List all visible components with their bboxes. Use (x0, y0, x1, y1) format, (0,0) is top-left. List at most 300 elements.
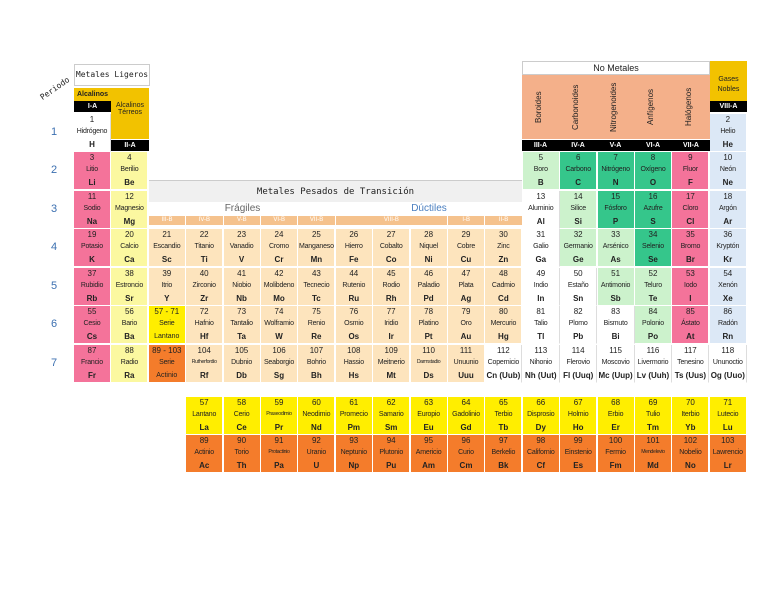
element-cell[interactable] (560, 191, 597, 229)
element-name: Estroncio (115, 282, 144, 289)
atomic-number: 107 (309, 346, 324, 355)
group-iiia-label: III-A (522, 140, 559, 151)
element-symbol: At (686, 332, 695, 341)
atomic-number: 16 (648, 192, 658, 201)
element-name: Lantano (192, 411, 217, 418)
atomic-number: 26 (349, 230, 359, 239)
atomic-number: 45 (386, 269, 396, 278)
element-symbol: Pr (274, 423, 284, 432)
atomic-number: 62 (386, 398, 396, 407)
element-symbol: Rb (86, 294, 98, 303)
element-symbol: K (89, 255, 95, 264)
element-cell[interactable] (560, 345, 597, 383)
element-cell[interactable] (186, 435, 223, 473)
element-cell[interactable] (672, 229, 709, 267)
atomic-number: 33 (611, 230, 621, 239)
element-name: Darmstadio (416, 359, 441, 365)
element-symbol: Tb (498, 423, 509, 432)
element-cell[interactable] (298, 345, 335, 383)
element-name: Boro (533, 166, 548, 173)
element-cell[interactable] (598, 191, 635, 229)
element-name: Tenesino (677, 359, 704, 366)
atomic-number: 54 (723, 269, 733, 278)
element-cell[interactable] (635, 152, 672, 190)
element-name: Vanadio (229, 243, 254, 250)
element-cell[interactable] (523, 268, 560, 306)
atomic-number: 12 (124, 192, 134, 201)
element-cell[interactable] (298, 397, 335, 435)
element-cell[interactable] (560, 229, 597, 267)
element-symbol: Lu (722, 423, 733, 432)
element-cell[interactable] (298, 229, 335, 267)
group-iia-label: II-A (111, 140, 149, 151)
element-symbol: Ni (424, 255, 433, 264)
element-cell[interactable] (523, 229, 560, 267)
element-name: Californio (527, 449, 555, 456)
atomic-number: 106 (272, 346, 286, 355)
element-name: Berkelio (491, 449, 516, 456)
element-name: Hidrógeno (76, 128, 108, 135)
element-cell[interactable] (298, 268, 335, 306)
element-cell[interactable] (448, 435, 485, 473)
element-cell[interactable] (448, 268, 485, 306)
element-cell[interactable] (598, 229, 635, 267)
element-cell[interactable] (598, 306, 635, 344)
atomic-number: 113 (534, 346, 548, 355)
element-symbol: Bk (498, 461, 509, 470)
element-cell[interactable] (111, 229, 148, 267)
atomic-number: 41 (237, 269, 247, 278)
element-name: Osmio (344, 320, 364, 327)
element-cell[interactable] (411, 397, 448, 435)
atomic-number: 13 (536, 192, 546, 201)
element-symbol: Eu (423, 423, 434, 432)
element-name: Lutecio (717, 411, 739, 418)
element-name: Hassio (343, 359, 364, 366)
element-symbol: S (650, 217, 656, 226)
atomic-number: 63 (424, 398, 434, 407)
element-symbol: Co (385, 255, 397, 264)
element-name: Ástato (681, 320, 700, 327)
element-cell[interactable] (373, 397, 410, 435)
atomic-number: 104 (197, 346, 211, 355)
element-cell[interactable] (485, 397, 522, 435)
element-cell[interactable] (186, 306, 223, 344)
element-symbol: B (537, 178, 544, 187)
element-cell[interactable] (523, 435, 560, 473)
alkaline-earth-header (111, 88, 149, 139)
atomic-number: 108 (347, 346, 361, 355)
element-cell[interactable] (710, 191, 747, 229)
element-cell[interactable] (560, 306, 597, 344)
element-cell[interactable] (560, 435, 597, 473)
element-cell[interactable] (149, 306, 186, 344)
element-cell[interactable] (74, 191, 111, 229)
element-symbol: Cr (274, 255, 284, 264)
transition-header (149, 180, 522, 202)
group-b-label: II-B (485, 216, 521, 225)
group-b-label: V-B (224, 216, 260, 225)
group-iva-label: IV-A (559, 140, 597, 151)
element-cell[interactable] (598, 345, 635, 383)
element-cell[interactable] (186, 397, 223, 435)
element-cell[interactable] (448, 306, 485, 344)
element-cell[interactable] (598, 152, 635, 190)
atomic-number: 89 - 103 (152, 346, 182, 355)
period-number: 4 (50, 241, 58, 253)
element-cell[interactable] (261, 268, 298, 306)
element-symbol: H (89, 140, 95, 149)
element-cell[interactable] (224, 229, 261, 267)
fragile-label: Frágiles (224, 203, 261, 214)
atomic-number: 112 (497, 346, 510, 355)
element-name: Polonio (642, 320, 664, 327)
element-cell[interactable] (373, 229, 410, 267)
element-cell[interactable] (485, 345, 522, 383)
element-cell[interactable] (111, 306, 148, 344)
element-cell[interactable] (672, 268, 709, 306)
element-cell[interactable] (149, 229, 186, 267)
element-cell[interactable] (74, 345, 111, 383)
atomic-number: 14 (573, 192, 583, 201)
group-viia-label: VII-A (672, 140, 710, 151)
element-name: Americio (415, 449, 442, 456)
element-cell[interactable] (448, 345, 485, 383)
element-symbol: Gd (460, 423, 472, 432)
element-cell[interactable] (485, 268, 522, 306)
element-symbol: Cl (686, 217, 695, 226)
element-cell[interactable] (485, 306, 522, 344)
element-name: Protactinio (268, 449, 290, 455)
element-cell[interactable] (598, 268, 635, 306)
period-number: 6 (50, 318, 58, 330)
element-symbol: Ds (423, 371, 434, 380)
element-cell[interactable] (111, 152, 148, 190)
element-cell[interactable] (411, 345, 448, 383)
element-cell[interactable] (560, 268, 597, 306)
element-name: Escandio (153, 243, 181, 250)
element-name: Molibdeno (263, 282, 295, 289)
element-cell[interactable] (448, 229, 485, 267)
atomic-number: 24 (274, 230, 284, 239)
element-name: Calcio (120, 243, 139, 250)
element-cell[interactable] (411, 306, 448, 344)
atomic-number: 116 (646, 346, 660, 355)
element-symbol: La (199, 423, 209, 432)
element-cell[interactable] (523, 191, 560, 229)
element-name: Rubidio (80, 282, 104, 289)
element-symbol: Be (124, 178, 135, 187)
element-cell[interactable] (635, 435, 672, 473)
element-cell[interactable] (149, 345, 186, 383)
element-symbol: Os (348, 332, 360, 341)
element-cell[interactable] (710, 114, 747, 152)
element-symbol: Ti (200, 255, 208, 264)
element-symbol: Hf (199, 332, 209, 341)
element-symbol: Er (611, 423, 620, 432)
element-cell[interactable] (523, 306, 560, 344)
atomic-number: 65 (498, 398, 508, 407)
element-cell[interactable] (336, 345, 373, 383)
element-cell[interactable] (224, 397, 261, 435)
element-cell[interactable] (261, 397, 298, 435)
element-cell[interactable] (373, 345, 410, 383)
element-cell[interactable] (74, 268, 111, 306)
element-cell[interactable] (560, 397, 597, 435)
element-cell[interactable] (411, 229, 448, 267)
element-symbol: Bi (611, 332, 620, 341)
element-symbol: Ru (348, 294, 360, 303)
element-cell[interactable] (710, 435, 747, 473)
element-cell[interactable] (672, 152, 709, 190)
element-name: Disprosio (527, 411, 555, 418)
element-cell[interactable] (710, 306, 747, 344)
periods-title: Periodo (38, 75, 72, 102)
nitrogenides-label: Nitrogenoides (609, 82, 618, 132)
element-symbol: Tc (312, 294, 321, 303)
element-symbol: I (689, 294, 692, 303)
atomic-number: 35 (685, 230, 695, 239)
element-symbol: Au (460, 332, 472, 341)
element-name: Bromo (680, 243, 701, 250)
group-via-label: VI-A (634, 140, 672, 151)
element-name: Serie (159, 320, 175, 327)
element-cell[interactable] (298, 435, 335, 473)
element-symbol: Nd (311, 423, 322, 432)
element-symbol: Sb (610, 294, 621, 303)
atomic-number: 66 (536, 398, 546, 407)
element-symbol: Ts (Uus) (674, 371, 707, 380)
atomic-number: 30 (498, 230, 508, 239)
atomic-number: 9 (688, 153, 693, 162)
element-cell[interactable] (336, 397, 373, 435)
element-cell[interactable] (74, 306, 111, 344)
atomic-number: 93 (349, 436, 359, 445)
element-name: Cromo (268, 243, 289, 250)
element-cell[interactable] (672, 397, 709, 435)
element-cell[interactable] (523, 397, 560, 435)
element-cell[interactable] (149, 268, 186, 306)
atomic-number: 105 (234, 346, 249, 355)
element-cell[interactable] (672, 306, 709, 344)
atomic-number: 87 (87, 346, 97, 355)
atomic-number: 36 (723, 230, 733, 239)
element-symbol: Pd (423, 294, 434, 303)
atomic-number: 78 (424, 307, 434, 316)
element-cell[interactable] (710, 229, 747, 267)
atomic-number: 69 (648, 398, 658, 407)
element-cell[interactable] (336, 435, 373, 473)
light-metals-header (74, 64, 150, 86)
element-cell[interactable] (373, 306, 410, 344)
element-cell[interactable] (635, 345, 672, 383)
element-name: Plata (458, 282, 474, 289)
element-symbol: Lv (Uuh) (636, 371, 670, 380)
element-cell[interactable] (224, 345, 261, 383)
element-name: Neón (719, 166, 736, 173)
element-name: Dubnio (231, 359, 253, 366)
element-name: Iridio (384, 320, 399, 327)
element-cell[interactable] (598, 397, 635, 435)
atomic-number: 47 (461, 269, 471, 278)
element-symbol: Uuu (458, 371, 474, 380)
element-cell[interactable] (373, 268, 410, 306)
element-cell[interactable] (635, 191, 672, 229)
element-cell[interactable] (336, 306, 373, 344)
element-name: Neodimio (302, 411, 331, 418)
element-cell[interactable] (710, 268, 747, 306)
element-name: Bohrio (306, 359, 326, 366)
element-cell[interactable] (523, 152, 560, 190)
element-name: Actinio (194, 449, 214, 456)
element-cell[interactable] (224, 306, 261, 344)
element-cell[interactable] (672, 435, 709, 473)
element-name: Rutherfordio (191, 359, 217, 365)
element-cell[interactable] (373, 435, 410, 473)
element-cell[interactable] (710, 397, 747, 435)
element-cell[interactable] (261, 229, 298, 267)
element-cell[interactable] (261, 435, 298, 473)
element-symbol: Pt (424, 332, 433, 341)
element-symbol: F (687, 178, 693, 187)
atomic-number: 75 (311, 307, 321, 316)
atomic-number: 118 (721, 346, 735, 355)
element-cell[interactable] (186, 345, 223, 383)
element-cell[interactable] (710, 152, 747, 190)
element-cell[interactable] (111, 268, 148, 306)
element-cell[interactable] (411, 268, 448, 306)
element-name: Aluminio (528, 205, 554, 212)
element-name: Manganeso (298, 243, 334, 250)
element-name: Moscovio (601, 359, 630, 366)
atomic-number: 91 (274, 436, 284, 445)
element-name: Oro (460, 320, 472, 327)
element-name: Rutenio (342, 282, 366, 289)
element-cell[interactable] (336, 268, 373, 306)
element-cell[interactable] (74, 229, 111, 267)
element-symbol: Mc (Uup) (598, 371, 633, 380)
element-cell[interactable] (111, 191, 148, 229)
element-cell[interactable] (336, 229, 373, 267)
element-symbol: Xe (722, 294, 733, 303)
group-va-label: V-A (597, 140, 634, 151)
atomic-number: 34 (648, 230, 658, 239)
element-cell[interactable] (186, 268, 223, 306)
element-cell[interactable] (411, 435, 448, 473)
atomic-number: 89 (199, 436, 209, 445)
element-cell[interactable] (672, 191, 709, 229)
atomic-number: 61 (349, 398, 359, 407)
element-name: Lawrencio (712, 449, 743, 456)
element-cell[interactable] (635, 229, 672, 267)
element-cell[interactable] (261, 306, 298, 344)
element-cell[interactable] (261, 345, 298, 383)
element-cell[interactable] (635, 268, 672, 306)
atomic-number: 6 (575, 153, 581, 162)
element-cell[interactable] (485, 435, 522, 473)
atomic-number: 7 (613, 153, 618, 162)
element-cell[interactable] (635, 306, 672, 344)
element-symbol: Y (164, 294, 170, 303)
element-cell[interactable] (448, 397, 485, 435)
element-symbol: He (722, 140, 733, 149)
element-cell[interactable] (74, 152, 111, 190)
atomic-number: 8 (650, 153, 656, 162)
element-cell[interactable] (111, 345, 148, 383)
element-symbol: Ne (722, 178, 733, 187)
group-b-label: I-B (448, 216, 484, 225)
element-name: Cadmio (491, 282, 515, 289)
atomic-number: 111 (459, 346, 473, 355)
atomic-number: 117 (684, 346, 697, 355)
element-name: Curio (458, 449, 474, 456)
element-cell[interactable] (224, 435, 261, 473)
element-cell[interactable] (710, 345, 747, 383)
element-name: Helio (720, 128, 736, 135)
element-symbol: Sm (384, 423, 398, 432)
element-cell[interactable] (560, 152, 597, 190)
borides-header (522, 75, 559, 139)
element-cell[interactable] (635, 397, 672, 435)
element-name: Nobelio (679, 449, 702, 456)
element-name: Cerio (233, 411, 250, 418)
element-cell[interactable] (598, 435, 635, 473)
element-cell[interactable] (74, 114, 111, 152)
ductile-label: Dúctiles (411, 203, 447, 214)
element-name: Plomo (568, 320, 588, 327)
atomic-number: 11 (87, 192, 97, 201)
atomic-number: 57 - 71 (154, 307, 180, 316)
element-name: Holmio (567, 411, 589, 418)
element-symbol: Pu (386, 461, 397, 470)
group-b-label: III-B (149, 216, 185, 225)
element-symbol: Ar (723, 217, 733, 226)
element-name: Mercurio (490, 320, 517, 327)
atomic-number: 68 (611, 398, 621, 407)
atomic-number: 73 (237, 307, 247, 316)
element-symbol: Ag (460, 294, 472, 303)
light-metals-title: Metales Ligeros (75, 70, 149, 79)
element-cell[interactable] (672, 345, 709, 383)
element-name: Fermio (605, 449, 626, 456)
element-name: Mendelevio (641, 449, 665, 455)
atomic-number: 72 (199, 307, 209, 316)
element-symbol: Al (536, 217, 545, 226)
element-symbol: Zr (200, 294, 209, 303)
element-cell[interactable] (523, 345, 560, 383)
element-symbol: Fr (88, 371, 96, 380)
group-b-label: VI-B (261, 216, 297, 225)
element-name: Rodio (382, 282, 400, 289)
atomic-number: 59 (274, 398, 284, 407)
anfigens-label: Anfígenos (646, 88, 655, 126)
atomic-number: 1 (89, 115, 95, 124)
atomic-number: 56 (124, 307, 134, 316)
element-symbol: Cu (460, 255, 472, 264)
element-name: Cobre (456, 243, 476, 250)
element-cell[interactable] (298, 306, 335, 344)
element-name: Hierro (344, 243, 363, 250)
element-name: Radio (120, 359, 139, 366)
element-name: Teluro (644, 282, 662, 289)
element-cell[interactable] (224, 268, 261, 306)
element-name: Renio (307, 320, 326, 327)
element-symbol: Es (573, 461, 584, 470)
element-symbol: Mg (123, 217, 136, 226)
element-cell[interactable] (186, 229, 223, 267)
element-cell[interactable] (485, 229, 522, 267)
element-name: Arsénico (602, 243, 629, 250)
